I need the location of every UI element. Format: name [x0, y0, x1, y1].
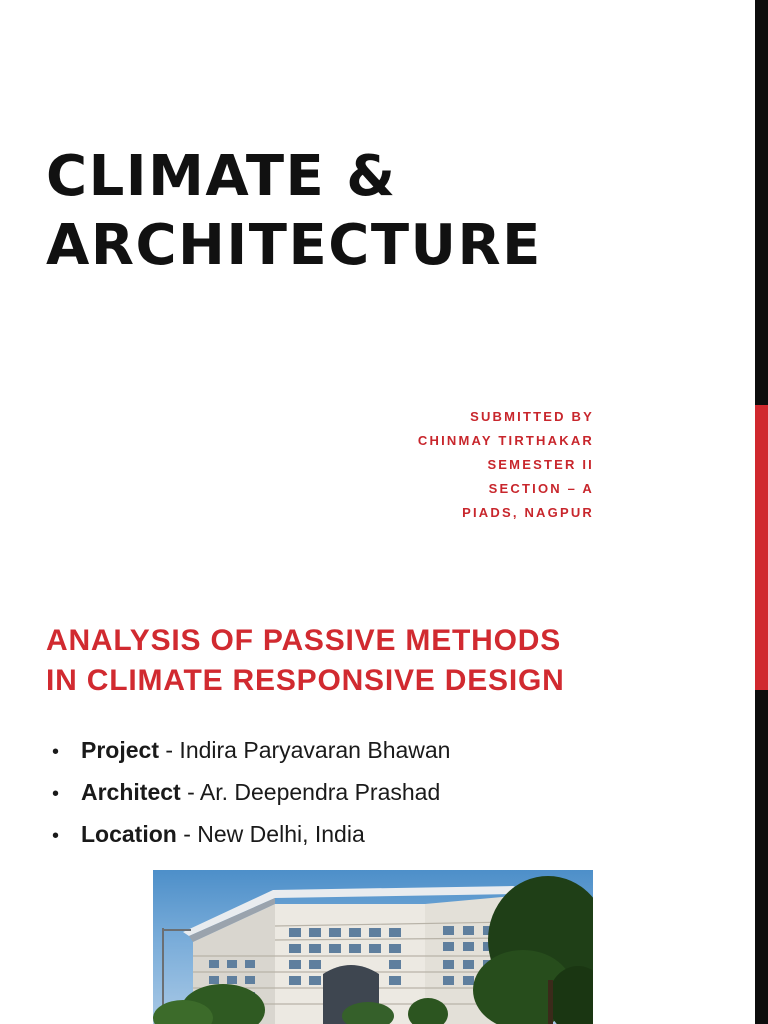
building-illustration — [153, 870, 593, 1024]
slide-side-bar-red — [755, 405, 768, 690]
author-name: CHINMAY TIRTHAKAR — [417, 433, 594, 448]
submitted-by-label: SUBMITTED BY — [470, 409, 594, 424]
submitter-block — [418, 405, 594, 525]
section-title-line-1: ANALYSIS OF PASSIVE METHODS — [46, 624, 562, 657]
location-label: Location — [81, 821, 177, 847]
semester-text: SEMESTER II — [487, 457, 594, 472]
bullet-icon: • — [52, 741, 60, 763]
main-title-line-2: ARCHITECTURE — [46, 213, 542, 278]
section-title-line-2: IN CLIMATE RESPONSIVE DESIGN — [46, 664, 565, 697]
slide-side-bar-dark — [755, 0, 768, 405]
slide-side-bar-dark-lower — [755, 690, 768, 1024]
section-title — [46, 621, 565, 701]
architect-label: Architect — [81, 779, 181, 805]
project-value: - Indira Paryavaran Bhawan — [158, 737, 451, 763]
main-title — [46, 142, 542, 280]
project-label: Project — [81, 737, 159, 763]
project-details-list — [52, 733, 450, 859]
institution-text: PIADS, NAGPUR — [462, 505, 594, 520]
bullet-icon: • — [52, 825, 60, 847]
list-item-project — [52, 733, 450, 775]
list-item-architect — [52, 775, 450, 817]
architect-value: - Ar. Deependra Prashad — [180, 779, 441, 805]
location-value: - New Delhi, India — [176, 821, 365, 847]
building-photo — [153, 870, 593, 1024]
bullet-icon: • — [52, 783, 60, 805]
list-item-location — [52, 817, 450, 859]
section-text: SECTION – A — [488, 481, 594, 496]
main-title-line-1: CLIMATE & — [46, 144, 397, 209]
